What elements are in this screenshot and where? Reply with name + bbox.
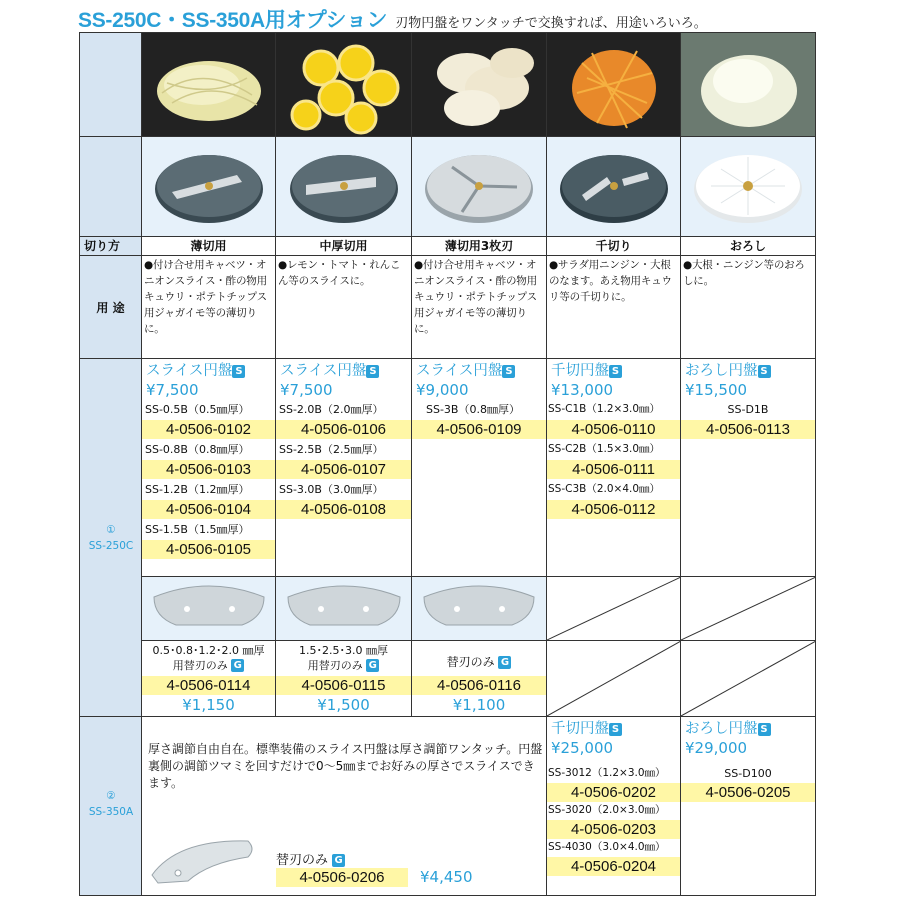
s-badge-icon: S — [758, 723, 771, 736]
grated-radish-image — [681, 33, 816, 137]
usage-label: 用 途 — [80, 256, 142, 359]
spare-label: 替刃のみ — [446, 655, 495, 669]
ss250c-label: SS-250C — [88, 540, 134, 552]
model-number: SS-1.2B（1.2㎜厚） — [145, 483, 250, 496]
product-cell — [547, 717, 681, 896]
potato-slices-image — [412, 33, 547, 137]
g-badge-icon: G — [231, 659, 244, 672]
diagonal-line — [547, 577, 681, 641]
spare-price: ¥1,150 — [182, 696, 235, 714]
column-header: 中厚切用 — [276, 237, 412, 256]
page-subtitle: 刃物円盤をワンタッチで交換すれば、用途いろいろ。 — [395, 16, 707, 31]
replacement-blade-icon — [142, 577, 276, 641]
model-number: SS-0.8B（0.8㎜厚） — [145, 443, 250, 456]
column-header: 薄切用3枚刃 — [412, 237, 547, 256]
usage-text: ●サラダ用ニンジン・大根のなます。あえ物用キュウリ等の千切りに。 — [547, 256, 681, 359]
disc-julienne — [547, 137, 681, 237]
ss250c-number: ① — [106, 524, 116, 536]
ss350a-description: 厚さ調節自由自在。標準装備のスライス円盤は厚さ調節ワンタッチ。円盤裏側の調節ツマミを回すだけで0〜5㎜までお好みの厚さでスライスできます。 — [148, 742, 543, 790]
product-price: ¥15,500 — [685, 381, 748, 399]
disc-grater — [681, 137, 816, 237]
g-badge-icon: G — [498, 656, 511, 669]
model-number: SS-0.5B（0.5㎜厚） — [145, 403, 250, 416]
spare-blade-info — [276, 641, 412, 717]
product-code: 4-0506-0112 — [547, 500, 680, 519]
model-number: SS-3B（0.8㎜厚） — [426, 403, 520, 416]
diagonal-line — [547, 641, 681, 717]
product-cell — [142, 359, 276, 577]
s-badge-icon: S — [609, 365, 622, 378]
photo-medium-slice — [276, 33, 412, 137]
model-number: SS-C3B（2.0×4.0㎜） — [548, 483, 661, 495]
column-header: 千切り — [547, 237, 681, 256]
page-title: SS-250C・SS-350A用オプション — [78, 9, 388, 32]
product-title: おろし円盤 — [685, 363, 758, 379]
julienne-disc-icon — [547, 137, 681, 237]
product-title: 千切円盤 — [551, 363, 609, 379]
product-code: 4-0506-0202 — [547, 783, 680, 802]
g-badge-icon: G — [332, 854, 345, 867]
spare-price: ¥1,100 — [452, 696, 506, 714]
spare-label: 用替刃のみ — [172, 659, 228, 672]
product-title: おろし円盤 — [685, 721, 758, 737]
s-badge-icon: S — [232, 365, 245, 378]
spare-blade-image — [276, 577, 412, 641]
model-number: SS-D100 — [724, 767, 772, 780]
spare-price: ¥1,500 — [317, 696, 370, 714]
product-code: 4-0506-0110 — [547, 420, 680, 439]
spare-blade-image — [142, 577, 276, 641]
spare-label: 替刃のみ — [276, 853, 329, 868]
product-code: 4-0506-0105 — [142, 540, 275, 559]
product-code: 4-0506-0206 — [276, 868, 408, 887]
ss350a-label-cell — [80, 717, 142, 896]
photo-thin-slice — [142, 33, 276, 137]
s-badge-icon: S — [502, 365, 515, 378]
product-code: 4-0506-0102 — [142, 420, 275, 439]
disc-three-blade — [412, 137, 547, 237]
product-code: 4-0506-0106 — [276, 420, 411, 439]
product-price: ¥13,000 — [551, 381, 614, 399]
product-price: ¥29,000 — [685, 739, 748, 757]
usage-text: ●付け合せ用キャベツ・オニオンスライス・酢の物用キュウリ・ポテトチップス用ジャガイモ等の薄切りに。 — [142, 256, 276, 359]
product-cell — [412, 359, 547, 577]
product-code: 4-0506-0115 — [276, 676, 411, 695]
empty-cell — [681, 577, 816, 641]
spare-label: 用替刃のみ — [307, 659, 363, 672]
product-title: スライス円盤 — [416, 363, 503, 379]
usage-text: ●レモン・トマト・れんこん等のスライスに。 — [276, 256, 412, 359]
product-cell — [681, 717, 816, 896]
label-cell-blank — [80, 33, 142, 137]
product-title: 千切円盤 — [551, 721, 609, 737]
product-code: 4-0506-0204 — [547, 857, 680, 876]
replacement-blade-icon — [276, 577, 412, 641]
slice-disc-icon — [276, 137, 412, 237]
model-number: SS-1.5B（1.5㎜厚） — [145, 523, 250, 536]
model-number: SS-3012（1.2×3.0㎜） — [548, 767, 666, 779]
product-price: ¥25,000 — [551, 739, 614, 757]
usage-text: ●大根・ニンジン等のおろしに。 — [681, 256, 816, 359]
model-number: SS-2.5B（2.5㎜厚） — [279, 443, 384, 456]
spare-desc: 0.5･0.8･1.2･2.0 ㎜厚 — [152, 644, 265, 657]
product-cell — [276, 359, 412, 577]
product-price: ¥9,000 — [416, 381, 469, 399]
product-code: 4-0506-0116 — [412, 676, 546, 695]
model-number: SS-3020（2.0×3.0㎜） — [548, 804, 666, 816]
ss350a-description-cell — [142, 717, 547, 896]
cabbage-shreds-image — [142, 33, 276, 137]
model-number: SS-C1B（1.2×3.0㎜） — [548, 403, 661, 415]
replacement-blade-icon — [412, 577, 547, 641]
diagonal-line — [681, 577, 816, 641]
product-code: 4-0506-0108 — [276, 500, 411, 519]
photo-three-blade — [412, 33, 547, 137]
ss250c-label-cell — [80, 359, 142, 717]
model-number: SS-2.0B（2.0㎜厚） — [279, 403, 384, 416]
product-price: ¥7,500 — [146, 381, 199, 399]
disc-medium-slice — [276, 137, 412, 237]
spare-blade-info — [412, 641, 547, 717]
slice-disc-icon — [142, 137, 276, 237]
product-title: スライス円盤 — [280, 363, 367, 379]
product-code: 4-0506-0205 — [681, 783, 815, 802]
grater-disc-icon — [681, 137, 816, 237]
product-code: 4-0506-0113 — [681, 420, 815, 439]
g-badge-icon: G — [366, 659, 379, 672]
model-number: SS-3.0B（3.0㎜厚） — [279, 483, 384, 496]
spare-blade-info — [142, 641, 276, 717]
product-code: 4-0506-0111 — [547, 460, 680, 479]
product-code: 4-0506-0203 — [547, 820, 680, 839]
s-badge-icon: S — [366, 365, 379, 378]
column-header: おろし — [681, 237, 816, 256]
photo-julienne — [547, 33, 681, 137]
options-table — [79, 32, 816, 896]
product-price: ¥7,500 — [280, 381, 333, 399]
product-cell — [681, 359, 816, 577]
disc-thin-slice — [142, 137, 276, 237]
spare-blade-image — [412, 577, 547, 641]
model-number: SS-4030（3.0×4.0㎜） — [548, 841, 666, 853]
three-blade-disc-icon — [412, 137, 547, 237]
product-code: 4-0506-0109 — [412, 420, 546, 439]
lemon-slices-image — [276, 33, 412, 137]
empty-cell — [681, 641, 816, 717]
model-number: SS-C2B（1.5×3.0㎜） — [548, 443, 661, 455]
s-badge-icon: S — [609, 723, 622, 736]
product-cell — [547, 359, 681, 577]
empty-cell — [547, 577, 681, 641]
page-header — [78, 4, 707, 30]
product-code: 4-0506-0104 — [142, 500, 275, 519]
label-cell-blank — [80, 137, 142, 237]
usage-text: ●付け合せ用キャベツ・オニオンスライス・酢の物用キュウリ・ポテトチップス用ジャガイモ等の薄切りに。 — [412, 256, 547, 359]
model-number: SS-D1B — [727, 403, 769, 416]
spare-price: ¥4,450 — [420, 868, 473, 886]
product-title: スライス円盤 — [146, 363, 233, 379]
product-code: 4-0506-0114 — [142, 676, 275, 695]
column-header: 薄切用 — [142, 237, 276, 256]
empty-cell — [547, 641, 681, 717]
product-code: 4-0506-0103 — [142, 460, 275, 479]
photo-grater — [681, 33, 816, 137]
product-code: 4-0506-0107 — [276, 460, 411, 479]
ss350a-number: ② — [106, 790, 116, 802]
diagonal-line — [681, 641, 816, 717]
spare-desc: 1.5･2.5･3.0 ㎜厚 — [299, 644, 388, 657]
ss350a-label: SS-350A — [88, 806, 134, 818]
cut-method-label: 切り方 — [80, 237, 142, 256]
carrot-strips-image — [547, 33, 681, 137]
replacement-blade-icon — [148, 835, 258, 885]
s-badge-icon: S — [758, 365, 771, 378]
